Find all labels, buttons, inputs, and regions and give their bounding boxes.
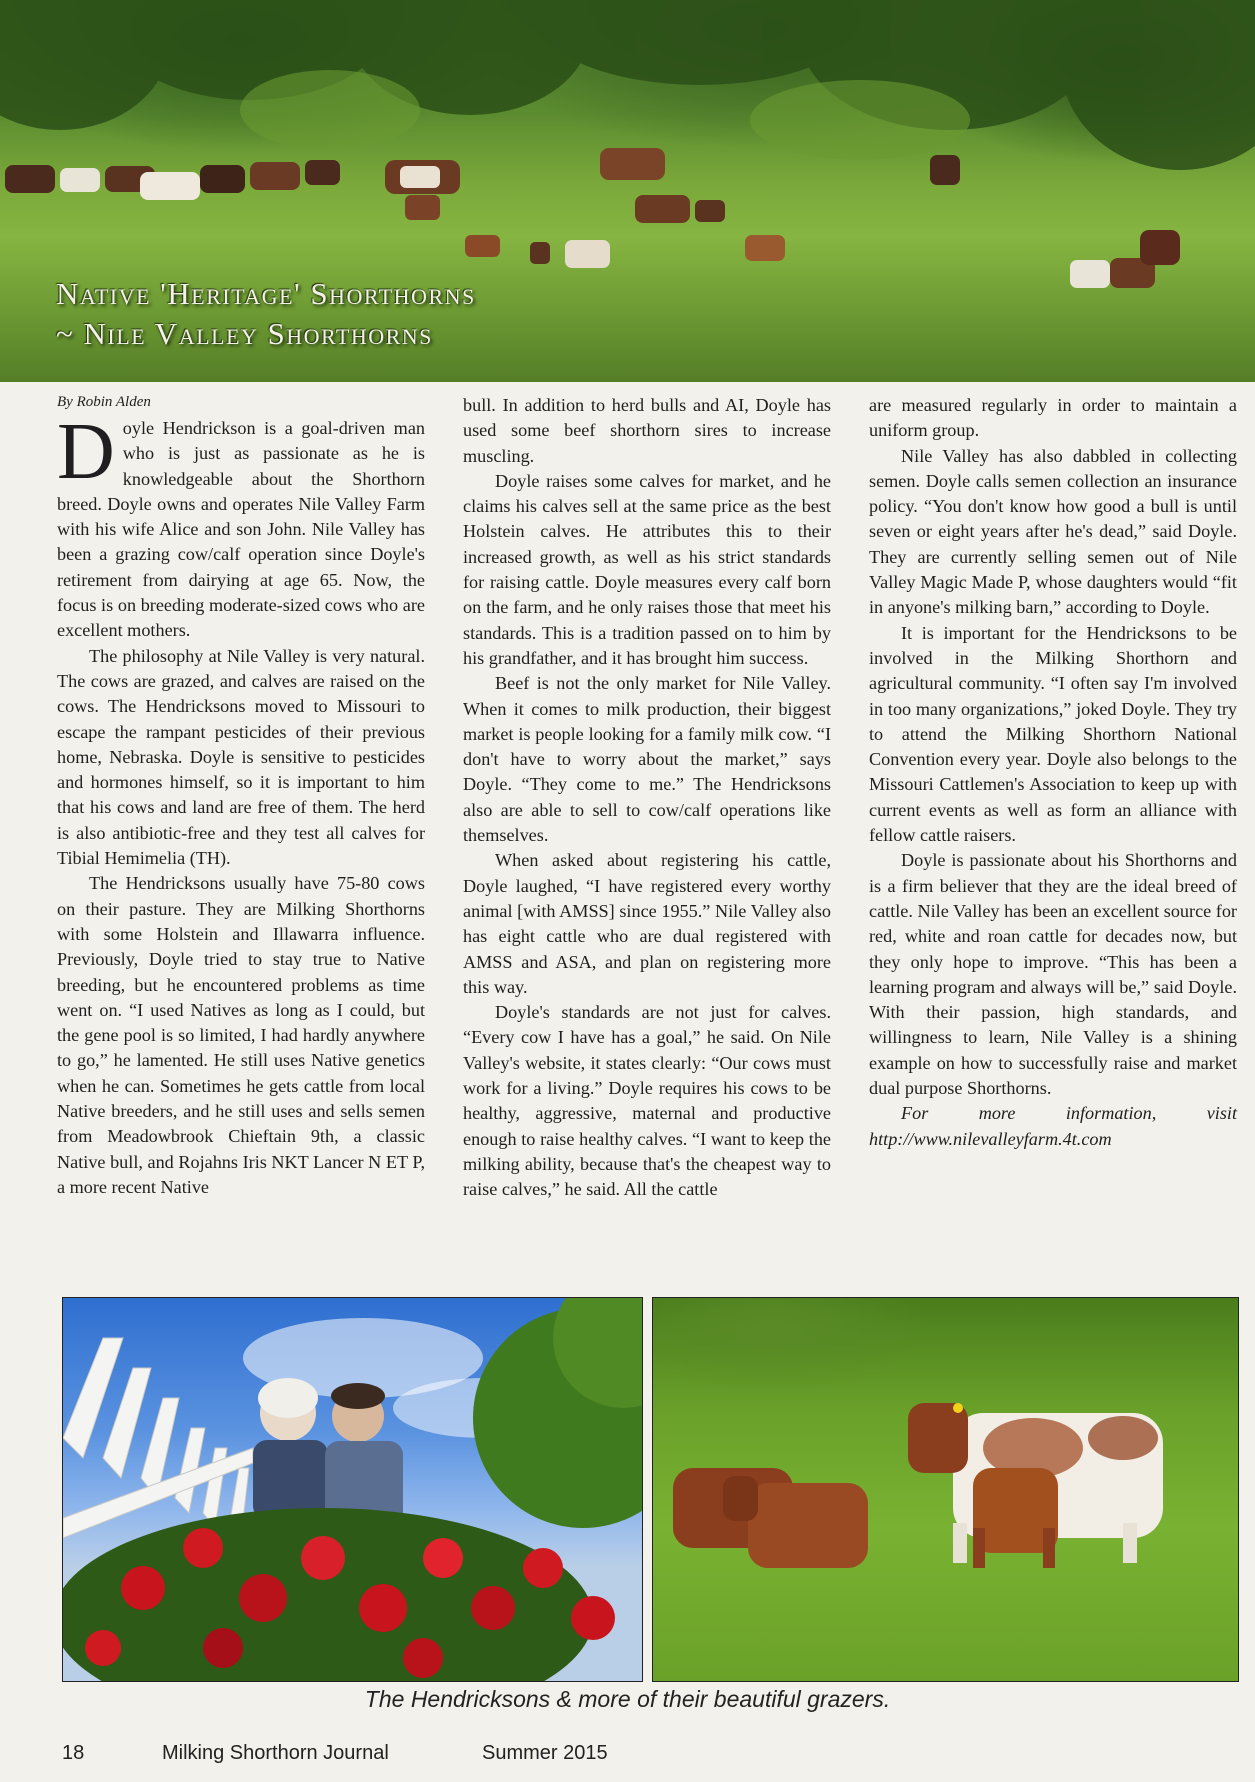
hero-photo-cattle-pasture xyxy=(0,0,1255,382)
photo-hendricksons xyxy=(62,1297,643,1682)
photo-grazing-cattle xyxy=(652,1297,1239,1682)
paragraph: The Hendricksons usually have 75-80 cows on their pasture. They are Milking Shorthorns with some Holstein and Illawarra influence. Previously, Doyle tried to stay true to Native breeding, but he encountered problems as time went on. “I used Natives as long as I could, but the gene pool is so limited, I had hardly anywhere to go,” he lamented. He still uses Native genetics when he can. Sometimes he gets cattle from local Native breeders, and he still uses and sells semen from Meadowbrook Chieftain 9th, a classic Native bull, and Rojahns Iris NKT Lancer N ET P, a more recent Native xyxy=(57,873,425,1197)
drop-cap: D xyxy=(57,408,115,496)
title-line-1: Native 'Heritage' Shorthorns xyxy=(56,276,476,311)
byline: By Robin Alden xyxy=(57,394,151,410)
paragraph: Beef is not the only market for Nile Valley. When it comes to milk production, their biggest market is people looking for a family milk cow. “I don't have to worry about the market,” says Doyle. “They come to me.” The Hendricksons also are able to sell to cow/calf operations like themselves. xyxy=(463,673,831,846)
paragraph: Doyle is passionate about his Shorthorns and is a firm believer that they are the ideal breed of cattle. Nile Valley has been an excellent source for red, white and roan cattle for decades now, but they only hope to improve. “This has been a learning program and always will be,” said Doyle. With their passion, high standards, and willingness to learn, Nile Valley is a shining example on how to successfully raise and market dual purpose Shorthorns. xyxy=(869,850,1237,1099)
cattle-herd xyxy=(5,148,1180,288)
journal-name: Milking Shorthorn Journal xyxy=(162,1742,389,1764)
article-column-1 xyxy=(57,393,425,1200)
paragraph: The philosophy at Nile Valley is very natural. The cows are grazed, and calves are raised on the cows. The Hendricksons moved to Missouri to escape the rampant pesticides of their previous home, Nebraska. Doyle is sensitive to pesticides and hormones himself, so it is important to him that his cows and land are free of them. The herd is also antibiotic-free and they test all calves for Tibial Hemimelia (TH). xyxy=(57,645,425,869)
photo-caption: The Hendricksons & more of their beautiful grazers. xyxy=(364,1686,891,1712)
paragraph-text: oyle Hendrickson is a goal-driven man who is just as passionate as he is knowledgeable about the Shorthorn breed. Doyle owns and operates Nile Valley Farm with his wife Alice and son John. Nile Valley has been a grazing cow/calf operation since Doyle's retirement from dairying at age 65. Now, the focus is on breeding moderate-sized cows who are excellent mothers. xyxy=(57,418,425,641)
photo-grazing-cattle-illustration xyxy=(653,1298,1238,1681)
article-title xyxy=(56,274,476,354)
page-number: 18 xyxy=(62,1742,85,1764)
cattle-group xyxy=(673,1403,1163,1568)
issue-date: Summer 2015 xyxy=(482,1742,608,1764)
paragraph xyxy=(57,408,425,644)
article-column-2 xyxy=(463,393,831,1203)
article-column-3 xyxy=(869,393,1237,1152)
red-roses xyxy=(63,1508,615,1681)
title-line-2: ~ Nile Valley Shorthorns xyxy=(56,316,433,351)
more-info-link-text: For more information, visit http://www.nilevalleyfarm.4t.com xyxy=(869,1103,1237,1149)
paragraph: Nile Valley has also dabbled in collecting semen. Doyle calls semen collection an insurance policy. “You don't know how good a bull is until seven or eight years after he's dead,” said Doyle. They are currently selling semen out of Nile Valley Magic Made P, whose daughters would “fit in anyone's milking barn,” according to Doyle. xyxy=(869,445,1237,618)
paragraph: Doyle's standards are not just for calves. “Every cow I have has a goal,” he said. On Nile Valley's website, it states clearly: “Our cows must work for a living.” Doyle requires his cows to be healthy, aggressive, maternal and productive enough to raise healthy calves. “I want to keep the milking ability, because that's the cheapest way to raise calves,” he said. All the cattle xyxy=(463,1002,831,1200)
photo-hendricksons-illustration xyxy=(63,1298,642,1681)
paragraph: Doyle raises some calves for market, and he claims his calves sell at the same price as the best Holstein calves. He attributes this to their increased growth, as well as his strict standards for raising cattle. Doyle measures every calf born on the farm, and he only raises those that meet his standards. This is a tradition passed on to him by his grandfather, and it has brought him success. xyxy=(463,470,831,668)
paragraph: When asked about registering his cattle, Doyle laughed, “I have registered every worthy animal [with AMSS] since 1955.” Nile Valley also has eight cattle who are dual registered with AMSS and ASA, and plan on registering more this way. xyxy=(463,850,831,997)
paragraph: are measured regularly in order to maintain a uniform group. xyxy=(869,395,1237,441)
paragraph: bull. In addition to herd bulls and AI, Doyle has used some beef shorthorn sires to increase muscling. xyxy=(463,395,831,466)
paragraph: It is important for the Hendricksons to be involved in the Milking Shorthorn and agricultural community. “I often say I'm involved in too many organizations,” joked Doyle. They try to attend the Milking Shorthorn National Convention every year. Doyle also belongs to the Missouri Cattlemen's Association to keep up with current events as well as form an alliance with fellow cattle raisers. xyxy=(869,622,1237,846)
